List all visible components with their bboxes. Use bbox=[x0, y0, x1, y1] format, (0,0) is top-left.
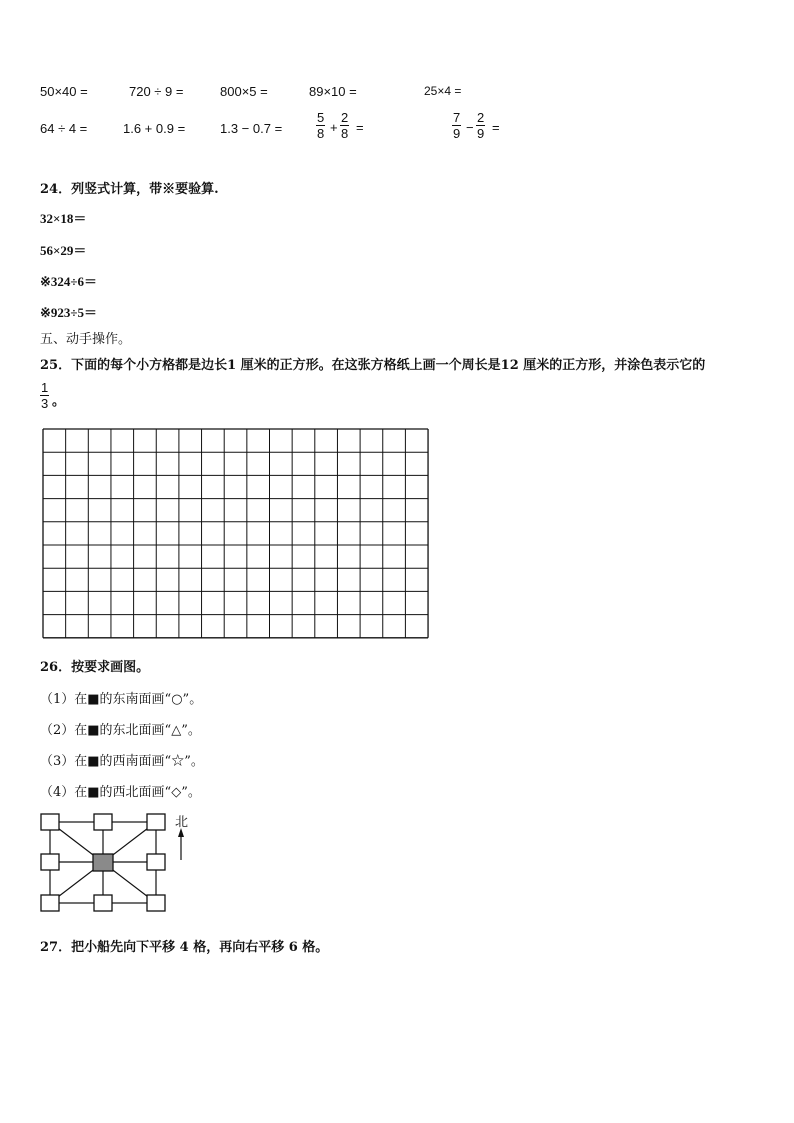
calc-64div4: 64 ÷ 4 = bbox=[40, 121, 88, 136]
q27-title: 27．把小船先向下平移 4 格，再向右平移 6 格。 bbox=[40, 940, 329, 955]
q26-item-1: （1）在■的东南面画“○”。 bbox=[40, 692, 203, 707]
box-northeast[interactable] bbox=[147, 814, 165, 830]
center-filled-square bbox=[93, 854, 113, 871]
section-heading: 五、动手操作。 bbox=[40, 332, 132, 347]
box-east[interactable] bbox=[147, 854, 165, 870]
numerator: 2 bbox=[341, 110, 349, 125]
box-southeast[interactable] bbox=[147, 895, 165, 911]
numerator: 7 bbox=[453, 110, 461, 125]
box-south[interactable] bbox=[94, 895, 112, 911]
q24-item-3: ※324÷6＝ bbox=[40, 274, 98, 289]
equals-sign: = bbox=[492, 120, 500, 135]
q26-item-3: （3）在■的西南面画“☆”。 bbox=[40, 754, 204, 769]
q25-text: 25．下面的每个小方格都是边长1 厘米的正方形。在这张方格纸上画一个周长是12 厘米的正方形，并涂色表示它的 bbox=[40, 358, 706, 373]
denominator: 9 bbox=[477, 126, 485, 141]
calc-25x4: 25×4 = bbox=[424, 84, 462, 98]
square-grid[interactable] bbox=[42, 428, 432, 640]
calc-1.3minus0.7: 1.3 − 0.7 = bbox=[220, 121, 283, 136]
north-arrow-icon bbox=[178, 828, 184, 860]
plus-sign: + bbox=[330, 120, 338, 135]
box-southwest[interactable] bbox=[41, 895, 59, 911]
fraction-5-8 bbox=[316, 110, 325, 141]
box-north[interactable] bbox=[94, 814, 112, 830]
q25-tail: 。 bbox=[52, 394, 66, 409]
box-west[interactable] bbox=[41, 854, 59, 870]
fraction-1-3 bbox=[40, 380, 49, 411]
direction-diagram[interactable] bbox=[38, 808, 208, 918]
fraction-2-9 bbox=[476, 110, 485, 141]
numerator: 2 bbox=[477, 110, 485, 125]
calc-50x40: 50×40 = bbox=[40, 84, 88, 99]
fraction-2-8 bbox=[340, 110, 349, 141]
numerator: 1 bbox=[41, 380, 49, 395]
equals-sign: = bbox=[356, 120, 364, 135]
box-northwest[interactable] bbox=[41, 814, 59, 830]
fraction-7-9 bbox=[452, 110, 461, 141]
calc-800x5: 800×5 = bbox=[220, 84, 268, 99]
q26-title: 26．按要求画图。 bbox=[40, 660, 150, 675]
q24-item-2: 56×29＝ bbox=[40, 243, 87, 258]
denominator: 8 bbox=[341, 126, 349, 141]
q24-item-4: ※923÷5＝ bbox=[40, 305, 98, 320]
numerator: 5 bbox=[317, 110, 325, 125]
q24-item-1: 32×18＝ bbox=[40, 211, 87, 226]
north-label: 北 bbox=[175, 815, 189, 830]
minus-sign: − bbox=[466, 120, 474, 135]
denominator: 9 bbox=[453, 126, 461, 141]
q26-item-2: （2）在■的东北面画“△”。 bbox=[40, 723, 201, 738]
q26-item-4: （4）在■的西北面画“◇”。 bbox=[40, 785, 201, 800]
q24-title: 24．列竖式计算，带※要验算. bbox=[40, 182, 219, 197]
calc-720div9: 720 ÷ 9 = bbox=[129, 84, 184, 99]
calc-1.6plus0.9: 1.6 + 0.9 = bbox=[123, 121, 186, 136]
calc-89x10: 89×10 = bbox=[309, 84, 357, 99]
denominator: 3 bbox=[41, 396, 49, 411]
denominator: 8 bbox=[317, 126, 325, 141]
